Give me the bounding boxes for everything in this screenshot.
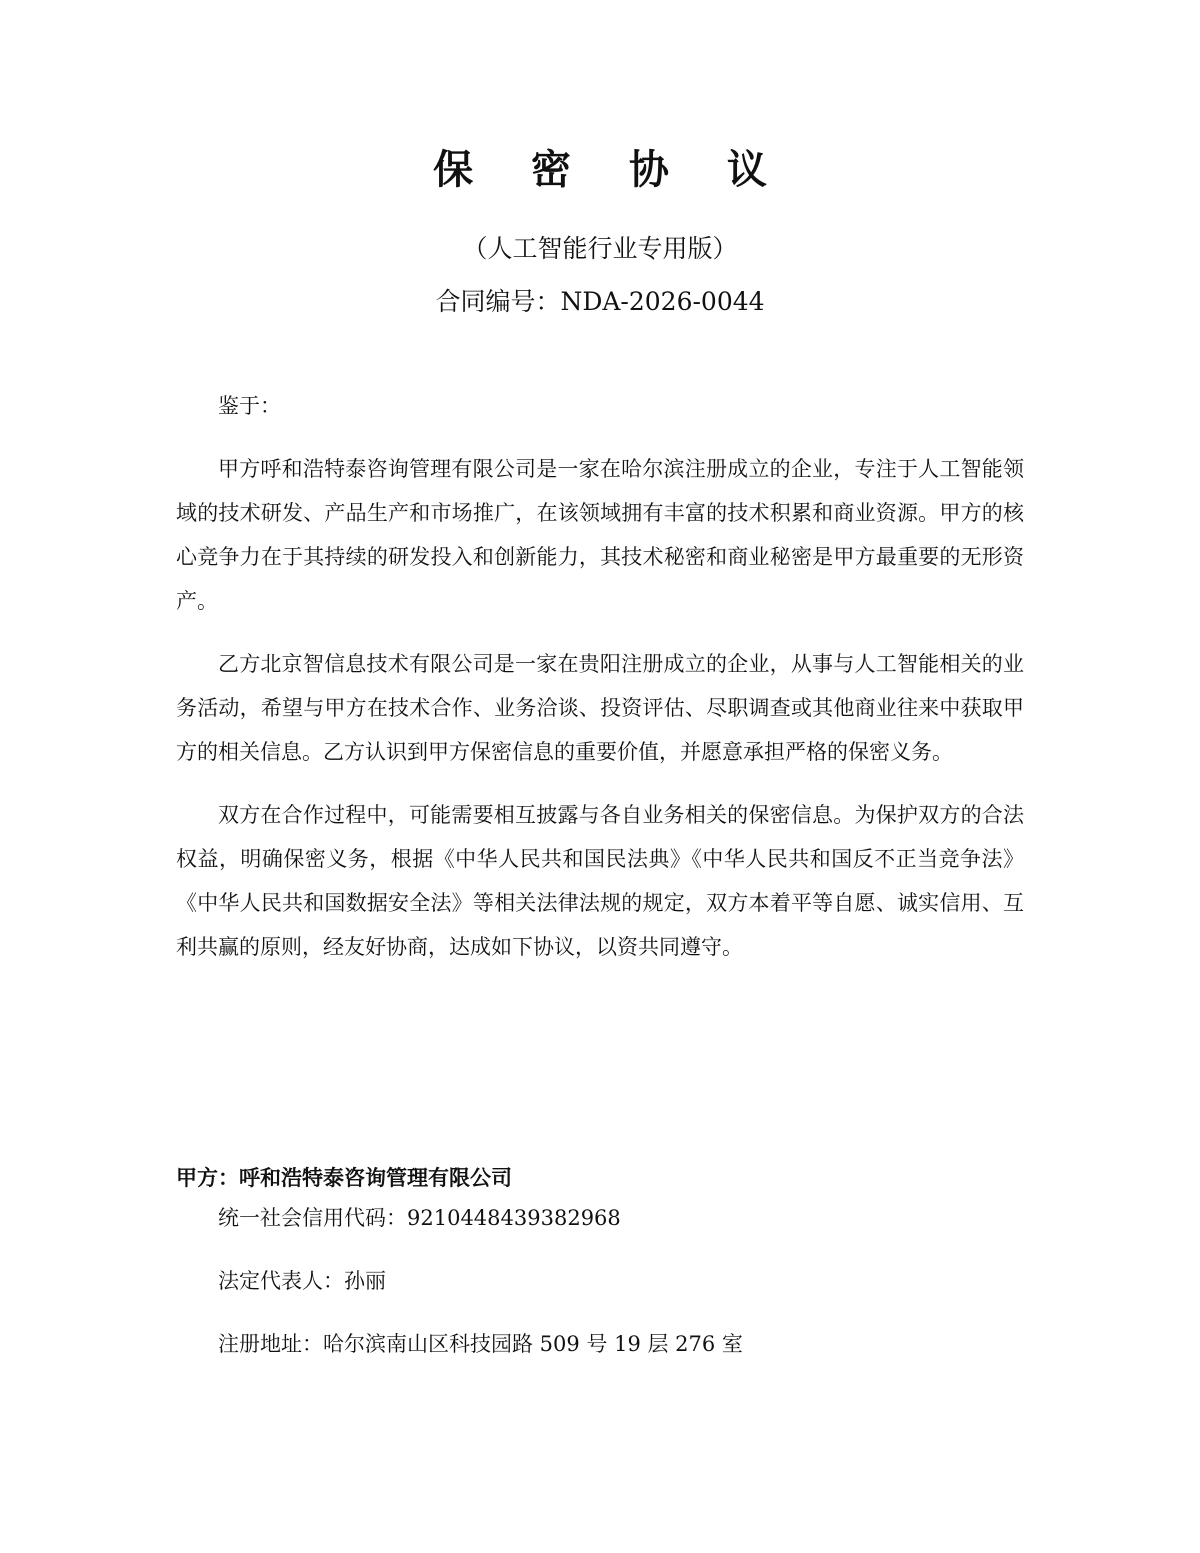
paragraph-party-a: 甲方呼和浩特泰咨询管理有限公司是一家在哈尔滨注册成立的企业，专注于人工智能领域的技术研发、产品生产和市场推广，在该领域拥有丰富的技术积累和商业资源。甲方的核心竞争力在于其持续的研发投入和创新能力，其技术秘密和商业秘密是甲方最重要的无形资产。 bbox=[176, 457, 1024, 613]
party-a-legal-rep: 法定代表人：孙丽 bbox=[218, 1269, 386, 1293]
party-a-address: 注册地址：哈尔滨南山区科技园路 509 号 19 层 276 室 bbox=[218, 1332, 743, 1356]
document-body bbox=[176, 384, 1024, 988]
contract-number: 合同编号：NDA-2026-0044 bbox=[435, 287, 765, 316]
document-subtitle: （人工智能行业专用版） bbox=[462, 234, 738, 263]
party-a-credit-code: 统一社会信用代码：9210448439382968 bbox=[218, 1206, 621, 1230]
document-title: 保 密 协 议 bbox=[433, 147, 789, 193]
party-a-block bbox=[176, 1158, 1024, 1387]
paragraph-party-b: 乙方北京智信息技术有限公司是一家在贵阳注册成立的企业，从事与人工智能相关的业务活动，希望与甲方在技术合作、业务洽谈、投资评估、尽职调查或其他商业往来中获取甲方的相关信息。乙方认识到甲方保密信息的重要价值，并愿意承担严格的保密义务。 bbox=[176, 652, 1024, 764]
party-a-heading: 甲方：呼和浩特泰咨询管理有限公司 bbox=[176, 1166, 512, 1190]
intro-line: 鉴于： bbox=[218, 394, 281, 418]
paragraph-agreement-basis: 双方在合作过程中，可能需要相互披露与各自业务相关的保密信息。为保护双方的合法权益，明确保密义务，根据《中华人民共和国民法典》《中华人民共和国反不正当竞争法》《中华人民共和国数据安全法》等相关法律法规的规定，双方本着平等自愿、诚实信用、互利共赢的原则，经友好协商，达成如下协议，以资共同遵守。 bbox=[176, 803, 1024, 959]
